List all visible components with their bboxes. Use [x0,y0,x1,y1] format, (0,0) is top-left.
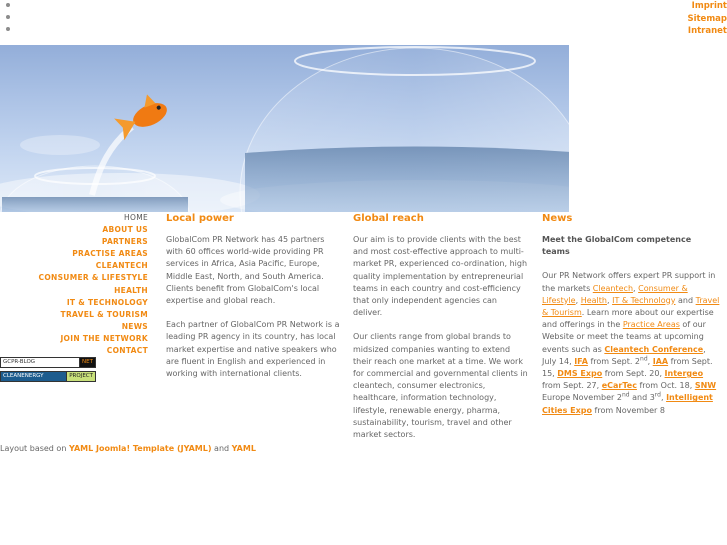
nav-item-news[interactable]: NEWS [121,321,148,331]
bullet-icon [6,3,10,7]
news-column [542,212,720,429]
nav-item-join-the-network[interactable]: JOIN THE NETWORK [60,333,148,343]
local-power-heading: Local power [166,213,234,224]
nav-item-travel-tourism[interactable]: TRAVEL & TOURISM [60,309,148,319]
cleantech-conference-link[interactable]: Cleantech Conference [604,344,704,354]
nav-item-it-technology[interactable]: IT & TECHNOLOGY [66,297,148,307]
practice-areas-link[interactable]: Practice Areas [622,320,680,330]
jyaml-link[interactable]: YAML Joomla! Template (JYAML) [68,444,212,453]
local-power-paragraph-1: GlobalCom PR Network has 45 partners with 60 offices world-wide providing PR services in Africa, Asia Pacific, Europe, Middle East, North, and South America. Clients benefit from GlobalCom's local expertise and global reach. [166,235,325,306]
footer: Layout based on YAML Joomla! Template (JYAML) and YAML [0,444,256,453]
yaml-link[interactable]: YAML [231,444,256,453]
global-reach-paragraph-2: Our clients range from global brands to midsized companies wanting to extend their reach one market at a time. We work for commercial and governmental clients in cleantech, consumer electronics, healthcare, information technology, lifestyle, renewable energy, pharma, sustainability, tourism, travel and other market sectors. [353,332,528,440]
intergeo-link[interactable]: Intergeo [664,369,704,379]
intelligent-cities-expo-link[interactable]: Intelligent Cities Expo [542,393,713,415]
imprint-link[interactable]: Imprint [691,1,727,11]
hero-banner [0,45,569,212]
nav-item-health[interactable]: HEALTH [114,285,148,295]
iaa-link[interactable]: IAA [652,356,669,366]
news-lead: Meet the GlobalCom competence teams [542,235,692,257]
global-reach-column [353,212,528,453]
nav-item-home[interactable]: HOME [124,213,148,222]
cleantech-link[interactable]: Cleantech [592,283,634,293]
nav-item-about-us[interactable]: ABOUT US [102,225,148,235]
ecartec-link[interactable]: eCarTec [601,381,637,391]
gcpr-blog-badge[interactable]: GCPR-BLOG NET [0,357,96,368]
main-nav [0,212,148,357]
ifa-link[interactable]: IFA [574,356,588,366]
nav-item-partners[interactable]: PARTNERS [101,237,148,247]
global-reach-heading: Global reach [353,213,424,224]
badge-list [0,357,96,385]
consumer-lifestyle-link[interactable]: Consumer & Lifestyle [542,283,688,305]
snw-link[interactable]: SNW [694,381,717,391]
local-power-column [166,212,341,392]
global-reach-paragraph-1: Our aim is to provide clients with the best and most cost-effective approach to multi-market PR, experienced co-ordination, high quality implementation by entrepreneurial teams in each country and cost-efficiency that only independent agencies can deliver. [353,235,528,318]
bullet-icon [6,27,10,31]
travel-tourism-link[interactable]: Travel & Tourism [542,295,720,318]
dms-expo-link[interactable]: DMS Expo [557,369,603,379]
nav-item-consumer-lifestyle[interactable]: CONSUMER & LIFESTYLE [38,273,148,283]
bullet-icon [6,15,10,19]
top-bullets [6,0,10,39]
sitemap-link[interactable]: Sitemap [687,13,727,24]
it-technology-link[interactable]: IT & Technology [612,295,676,305]
goldfish-bowls-illustration [0,45,569,212]
top-links [687,0,727,38]
cleanenergy-project-badge[interactable]: CLEANENERGY PROJECT [0,371,96,382]
news-paragraph: Our PR Network offers expert PR support in the markets Cleantech, Consumer & Lifestyle, Health, IT & Technology and Travel & Tourism. Learn more about our expertise and offerings in the Practice Areas of our Website or meet the teams at upcoming events such as Cleantech Conference, July 14, IFA from Sept. 2nd, IAA from Sept. 15, DMS Expo from Sept. 20, Intergeo from Sept. 27, eCarTec from Oct. 18, SNW Europe November 2nd and 3rd, Intelligent Cities Expo from November 8 [542,271,720,415]
nav-item-cleantech[interactable]: CLEANTECH [95,261,148,271]
local-power-paragraph-2: Each partner of GlobalCom PR Network is a leading PR agency in its country, has local market expertise and native speakers who are fluent in English and experienced in working with international clients. [166,320,340,379]
intranet-link[interactable]: Intranet [687,26,727,36]
nav-item-contact[interactable]: CONTACT [106,346,148,356]
health-link[interactable]: Health [580,295,607,305]
nav-item-practise-areas[interactable]: PRACTISE AREAS [72,249,148,259]
news-heading: News [542,213,573,224]
